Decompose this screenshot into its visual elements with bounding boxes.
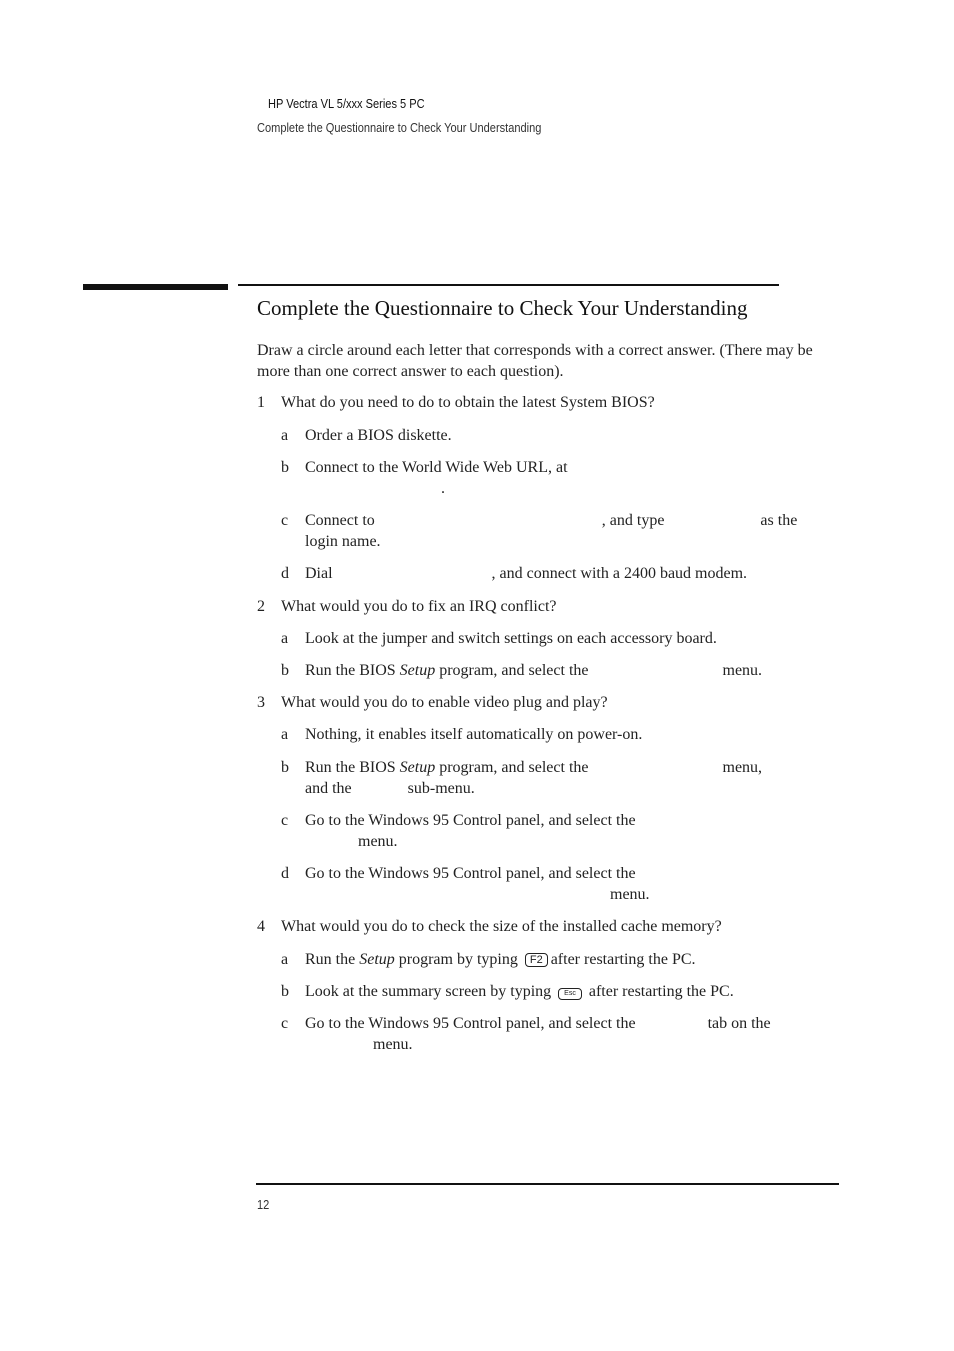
answer-text: , and type: [601, 512, 665, 529]
question-2: [257, 596, 557, 617]
answer-letter: b: [281, 759, 289, 776]
answer-3c: [281, 810, 836, 852]
question-1: [257, 392, 655, 413]
answer-letter: a: [281, 951, 289, 968]
answer-text: Go to the Windows 95 Control panel, and select the: [305, 1015, 636, 1032]
answer-text-italic: Setup: [359, 951, 395, 968]
question-text: What would you do to check the size of the installed cache memory?: [281, 918, 722, 935]
answer-letter: a: [281, 427, 289, 444]
answer-2a: [281, 628, 836, 649]
answer-text: menu.: [373, 1036, 413, 1053]
page-title: Complete the Questionnaire to Check Your Understanding: [257, 296, 748, 320]
answer-4a: [281, 949, 836, 970]
footer-rule: [256, 1183, 839, 1185]
answer-letter: c: [281, 1015, 289, 1032]
answer-text: and the: [305, 780, 352, 797]
answer-1d: [281, 563, 836, 584]
question-3: [257, 692, 608, 713]
question-number: 3: [257, 694, 265, 711]
answer-letter: c: [281, 512, 289, 529]
answer-text: after restarting the PC.: [588, 983, 734, 1000]
question-number: 1: [257, 394, 265, 411]
answer-text: sub-menu.: [407, 780, 475, 797]
answer-text: program, and select the: [439, 759, 589, 776]
page-number: 12: [257, 1197, 270, 1212]
answer-text: Order a BIOS diskette.: [305, 427, 452, 444]
question-text: What do you need to do to obtain the latest System BIOS?: [281, 394, 655, 411]
answer-4c: [281, 1013, 836, 1055]
answer-1a: [281, 425, 836, 446]
answer-letter: a: [281, 630, 289, 647]
section-rule: [238, 284, 779, 286]
answer-letter: b: [281, 459, 289, 476]
answer-text: menu.: [358, 833, 398, 850]
answer-text: program, and select the: [439, 662, 589, 679]
answer-text-period: .: [441, 480, 445, 497]
question-number: 2: [257, 598, 265, 615]
answer-text: Look at the summary screen by typing: [305, 983, 552, 1000]
answer-letter: d: [281, 865, 289, 882]
answer-1b: [281, 457, 836, 499]
answer-text: after restarting the PC.: [550, 951, 696, 968]
answer-text: Run the BIOS: [305, 759, 396, 776]
running-header-section: Complete the Questionnaire to Check Your Understanding: [257, 120, 542, 135]
intro-paragraph: Draw a circle around each letter that corresponds with a correct answer. (There may be more than one correct answer to each question).: [257, 342, 813, 380]
answer-text: , and connect with a 2400 baud modem.: [491, 565, 748, 582]
answer-text: program by typing: [398, 951, 518, 968]
answer-text: Connect to the World Wide Web URL, at: [305, 459, 568, 476]
answer-letter: d: [281, 565, 289, 582]
f2-key-icon: F2: [525, 953, 548, 967]
question-text: What would you do to fix an IRQ conflict?: [281, 598, 557, 615]
answer-3a: [281, 724, 836, 745]
answer-letter: b: [281, 983, 289, 1000]
answer-1c: [281, 510, 836, 552]
answer-text: menu.: [722, 662, 763, 679]
answer-letter: b: [281, 662, 289, 679]
answer-3d: [281, 863, 836, 905]
running-header-product: HP Vectra VL 5/xxx Series 5 PC: [268, 96, 425, 111]
answer-text: as the: [760, 512, 798, 529]
answer-text: Nothing, it enables itself automatically on power-on.: [305, 726, 643, 743]
answer-text-italic: Setup: [399, 662, 436, 679]
answer-text: Run the: [305, 951, 356, 968]
answer-letter: a: [281, 726, 289, 743]
question-text: What would you do to enable video plug and play?: [281, 694, 608, 711]
answer-text: tab on the: [707, 1015, 771, 1032]
answer-letter: c: [281, 812, 289, 829]
answer-text: menu.: [610, 886, 650, 903]
answer-text: Run the BIOS: [305, 662, 396, 679]
answer-text: Go to the Windows 95 Control panel, and select the: [305, 812, 636, 829]
answer-text: Connect to: [305, 512, 375, 529]
section-bar-thick: [83, 284, 228, 290]
answer-4b: [281, 981, 836, 1002]
answer-2b: [281, 660, 836, 681]
answer-text: login name.: [305, 533, 381, 550]
esc-key-icon: Esc: [558, 988, 582, 1000]
answer-text-italic: Setup: [399, 759, 436, 776]
question-4: [257, 916, 722, 937]
answer-text: menu,: [722, 759, 763, 776]
question-number: 4: [257, 918, 265, 935]
answer-3b: [281, 757, 836, 799]
answer-text: Look at the jumper and switch settings on each accessory board.: [305, 630, 717, 647]
answer-text: Dial: [305, 565, 333, 582]
answer-text: Go to the Windows 95 Control panel, and select the: [305, 865, 636, 882]
